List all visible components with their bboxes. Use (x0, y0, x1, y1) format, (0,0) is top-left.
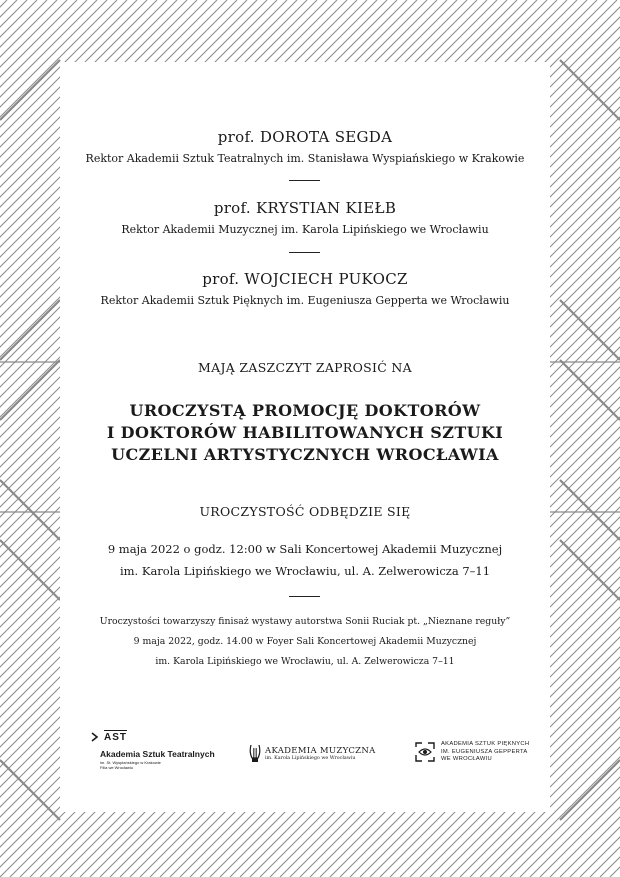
ast-mark-icon (90, 731, 102, 743)
frame-accent-line (560, 360, 620, 420)
am-title: AKADEMIA MUZYCZNA (265, 745, 376, 756)
asp-line-1: AKADEMIA SZTUK PIĘKNYCH (441, 741, 530, 747)
invitation-panel (60, 62, 550, 812)
event-title (60, 400, 550, 466)
frame-accent-line (560, 300, 620, 360)
asp-line-2: IM. EUGENIUSZA GEPPERTA (441, 748, 528, 755)
ast-logo (90, 730, 240, 770)
separator (289, 180, 320, 181)
venue-heading: UROCZYSTOŚĆ ODBĘDZIE SIĘ (199, 504, 411, 519)
frame-accent-line (560, 480, 620, 540)
frame-accent-line (0, 760, 60, 820)
am-subtitle: im. Karola Lipińskiego we Wrocławiu (265, 755, 356, 761)
frame-accent-line (0, 480, 60, 540)
event-title-line-3: UCZELNI ARTYSTYCZNYCH WROCŁAWIA (111, 445, 499, 464)
frame-accent-line (0, 360, 60, 420)
exhibition-info (60, 612, 550, 672)
frame-accent-line (0, 60, 60, 120)
host-role-2: Rektor Akademii Muzycznej im. Karola Lipińskiego we Wrocławiu (121, 223, 489, 236)
hatch-line (0, 0, 47, 877)
venue-line-2: im. Karola Lipińskiego we Wrocławiu, ul. A. Zelwerowicza 7–11 (119, 564, 491, 578)
separator (289, 596, 320, 597)
lyre-icon (248, 742, 262, 764)
event-title-line-2: I DOKTORÓW HABILITOWANYCH SZTUKI (106, 423, 504, 442)
asp-emblem-icon (414, 741, 436, 763)
ast-subtitle-1: im. St. Wyspiańskiego w Krakowie (100, 760, 161, 765)
host-name-1: prof. DOROTA SEGDA (217, 128, 393, 146)
exhibition-line-3: im. Karola Lipińskiego we Wrocławiu, ul. A. Zelwerowicza 7–11 (155, 656, 455, 667)
frame-accent-line (560, 60, 620, 120)
host-name-3: prof. WOJCIECH PUKOCZ (202, 270, 408, 288)
asp-logo (414, 741, 546, 764)
hatch-line (600, 0, 620, 877)
frame-accent-line (0, 540, 60, 600)
event-title-line-1: UROCZYSTĄ PROMOCJĘ DOKTORÓW (129, 401, 481, 420)
hatch-line (0, 0, 67, 877)
host-role-1: Rektor Akademii Sztuk Teatralnych im. Stanisława Wyspiańskiego w Krakowie (85, 152, 525, 165)
asp-line-3: WE WROCŁAWIU (441, 756, 493, 762)
frame-accent-line (560, 540, 620, 600)
ast-name: Akademia Sztuk Teatralnych (100, 749, 215, 759)
invite-heading: MAJĄ ZASZCZYT ZAPROSIĆ NA (198, 360, 412, 375)
host-name-2: prof. KRYSTIAN KIEŁB (213, 199, 397, 217)
frame-accent-line (0, 300, 60, 360)
frame-accent-line (560, 760, 620, 820)
exhibition-line-2: 9 maja 2022, godz. 14.00 w Foyer Sali Koncertowej Akademii Muzycznej (133, 636, 477, 647)
exhibition-line-1: Uroczystości towarzyszy finisaż wystawy autorstwa Sonii Ruciak pt. „Nieznane reguły” (99, 616, 511, 627)
ast-mark: AST (104, 732, 127, 743)
venue-line-1: 9 maja 2022 o godz. 12:00 w Sali Koncertowej Akademii Muzycznej (107, 542, 503, 556)
am-logo (248, 742, 388, 764)
ast-subtitle-2: Filia we Wrocławiu (100, 765, 134, 770)
hatch-line (0, 0, 27, 877)
venue-info (60, 538, 550, 582)
host-role-3: Rektor Akademii Sztuk Pięknych im. Eugeniusza Gepperta we Wrocławiu (100, 294, 510, 307)
separator (289, 252, 320, 253)
